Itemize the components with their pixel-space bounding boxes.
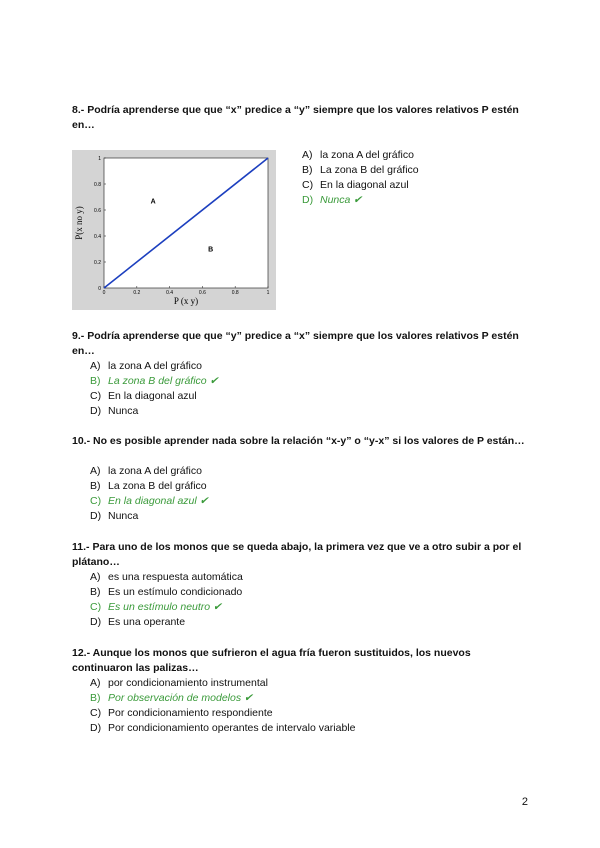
question-number: 8.- — [72, 104, 85, 116]
question-number: 10.- — [72, 435, 91, 447]
x-tick-label: 1 — [266, 290, 270, 296]
option-c[interactable]: C) En la diagonal azul — [302, 179, 409, 191]
option-b[interactable]: B) La zona B del gráfico — [302, 164, 419, 176]
probability-chart — [72, 150, 276, 310]
question-text: No es posible aprender nada sobre la relación “x-y” o “y-x” si los valores de P están… — [93, 435, 525, 447]
x-tick-label: 0.8 — [231, 290, 239, 296]
y-tick-label: 0.8 — [94, 182, 101, 188]
option-c-correct[interactable]: C) Es un estímulo neutro ✔ — [90, 601, 222, 613]
option-a[interactable]: A) por condicionamiento instrumental — [90, 677, 268, 689]
option-d-correct[interactable]: D) Nunca ✔ — [302, 194, 363, 206]
y-tick-label: 0.2 — [94, 260, 101, 266]
option-c[interactable]: C) Por condicionamiento respondiente — [90, 707, 273, 719]
option-b[interactable]: B) La zona B del gráfico — [90, 480, 207, 492]
option-d[interactable]: D) Por condicionamiento operantes de intervalo variable — [90, 722, 356, 734]
option-d[interactable]: D) Nunca — [90, 405, 139, 417]
option-a[interactable]: A) la zona A del gráfico — [90, 360, 202, 372]
y-tick-label: 0.6 — [94, 208, 101, 214]
question-9-title — [72, 329, 532, 359]
x-tick-label: 0 — [102, 290, 106, 296]
question-text: Para uno de los monos que se queda abajo, la primera vez que ve a otro subir a por el plátano… — [72, 541, 522, 568]
question-text: Aunque los monos que sufrieron el agua fría fueron sustituidos, los nuevos continuaron las palizas… — [72, 647, 471, 674]
x-tick-label: 0.6 — [198, 290, 206, 296]
y-tick-label: 1 — [98, 156, 101, 162]
annotation-b: B — [208, 246, 214, 254]
question-text: Podría aprenderse que que “x” predice a “y” siempre que los valores relativos P estén en… — [72, 104, 519, 131]
question-12-options — [90, 676, 355, 736]
y-tick-label: 0 — [98, 286, 101, 292]
option-a[interactable]: A) la zona A del gráfico — [302, 149, 414, 161]
question-11-options — [90, 570, 243, 630]
y-axis-label: P(x no y) — [74, 206, 84, 240]
question-10-options — [90, 464, 208, 524]
x-axis-label: P (x y) — [173, 296, 199, 306]
question-text: Podría aprenderse que que “y” predice a “x” siempre que los valores relativos P estén en… — [72, 330, 519, 357]
question-8-options — [302, 148, 419, 208]
question-number: 9.- — [72, 330, 85, 342]
option-a[interactable]: A) es una respuesta automática — [90, 571, 243, 583]
question-12-title — [72, 646, 532, 676]
y-tick-label: 0.4 — [94, 234, 101, 240]
question-9-options — [90, 359, 218, 419]
option-c-correct[interactable]: C) En la diagonal azul ✔ — [90, 495, 209, 507]
option-c[interactable]: C) En la diagonal azul — [90, 390, 197, 402]
option-b-correct[interactable]: B) La zona B del gráfico ✔ — [90, 375, 219, 387]
option-d[interactable]: D) Es una operante — [90, 616, 186, 628]
question-number: 12.- — [72, 647, 91, 659]
x-tick-label: 0.2 — [133, 290, 141, 296]
annotation-a: A — [150, 198, 156, 206]
option-b-correct[interactable]: B) Por observación de modelos ✔ — [90, 692, 253, 704]
x-tick-label: 0.4 — [166, 290, 174, 296]
question-10-title — [72, 434, 532, 449]
option-a[interactable]: A) la zona A del gráfico — [90, 465, 202, 477]
question-number: 11.- — [72, 541, 90, 553]
option-d[interactable]: D) Nunca — [90, 510, 139, 522]
question-11-title — [72, 540, 532, 570]
question-8-title — [72, 103, 532, 133]
page-number: 2 — [521, 796, 528, 808]
option-b[interactable]: B) Es un estímulo condicionado — [90, 586, 243, 598]
